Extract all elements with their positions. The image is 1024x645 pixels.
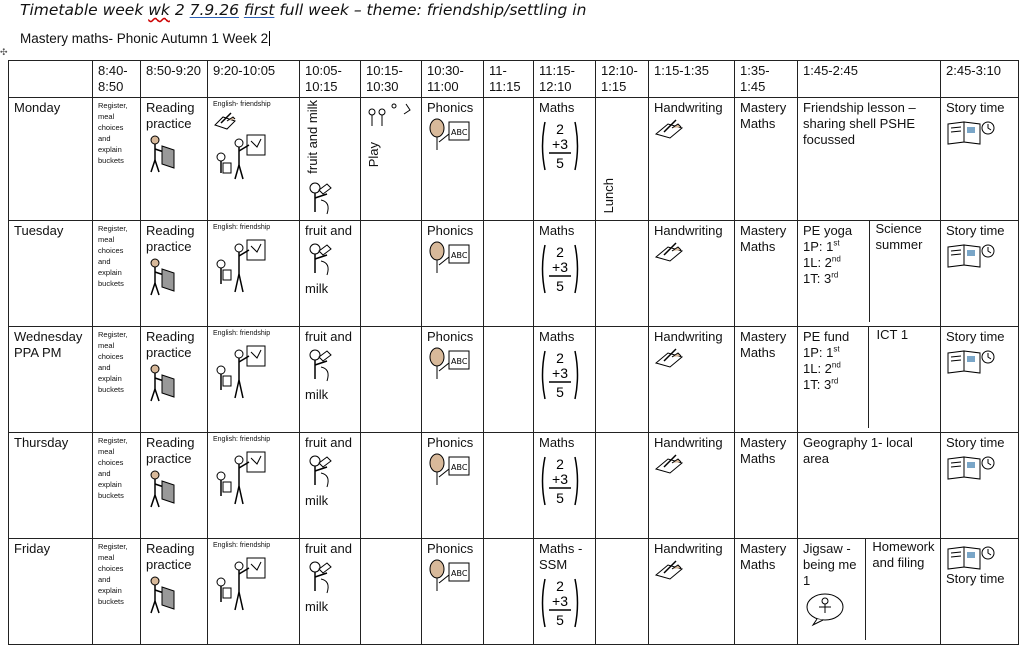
day-label: Wednesday PPA PM	[9, 326, 93, 432]
play-cell	[361, 538, 422, 644]
book-clock-icon	[946, 118, 996, 146]
mastery-cell: Mastery Maths	[735, 98, 798, 221]
table-row	[9, 538, 1019, 644]
drinking-icon	[305, 559, 339, 599]
handwriting-cell: Handwriting	[649, 98, 735, 221]
handwriting-cell: Handwriting	[649, 326, 735, 432]
register-cell: Register, meal choices and explain buckets	[93, 538, 141, 644]
maths-sum-icon	[539, 241, 581, 297]
maths-digit: +3	[552, 470, 568, 487]
maths-digit: +3	[552, 258, 568, 275]
phonics-abc-icon	[427, 347, 473, 381]
mastery-cell: Mastery Maths	[735, 220, 798, 326]
phonics-abc-icon	[427, 453, 473, 487]
snack-cell: fruit and milk	[300, 326, 361, 432]
play-cell: Play	[361, 98, 422, 221]
register-cell: Register, meal choices and explain buckets	[93, 326, 141, 432]
homework-label: Homework and filing	[872, 538, 935, 570]
table-row	[9, 432, 1019, 538]
science-label: Science summer	[875, 220, 923, 252]
handwriting-icon	[654, 347, 686, 369]
maths-cell: Maths 2 +3 5	[534, 220, 596, 326]
header-time: 8:50-9:20	[141, 61, 208, 98]
handwriting-cell: Handwriting	[649, 220, 735, 326]
maths-digit: 5	[556, 277, 564, 294]
phonics-cell: Phonics ABC	[422, 538, 484, 644]
mastery-cell: Mastery Maths	[735, 432, 798, 538]
lunch-cell	[596, 220, 649, 326]
header-row	[9, 61, 1019, 98]
register-cell: Register, meal choices and explain buckets	[93, 98, 141, 221]
day-label: Monday	[9, 98, 93, 221]
story-cell: Story time	[941, 98, 1019, 221]
header-day	[9, 61, 93, 98]
afternoon-cell	[798, 538, 941, 644]
story-cell: Story time	[941, 326, 1019, 432]
text-cursor	[269, 31, 270, 46]
handwriting-icon	[654, 453, 686, 475]
maths-cell: Maths 2 +3 5	[534, 326, 596, 432]
maths-digit: 2	[556, 243, 564, 260]
svg-text:ABC: ABC	[451, 128, 468, 137]
drinking-icon	[305, 180, 339, 218]
play-cell	[361, 220, 422, 326]
book-clock-icon	[946, 347, 996, 375]
table-row	[9, 220, 1019, 326]
afternoon-cell: Geography 1- local area	[798, 432, 941, 538]
maths-digit: 2	[556, 121, 564, 137]
snack-cell: fruit and milk	[300, 432, 361, 538]
afternoon-cell: PE yoga 1P: 1st 1L: 2nd 1T: 3rd Science summer	[798, 220, 941, 326]
register-cell: Register, meal choices and explain buckets	[93, 220, 141, 326]
maths-digit: 2	[556, 349, 564, 366]
header-time: 11:15-12:10	[534, 61, 596, 98]
teacher-board-icon	[213, 340, 273, 404]
break-cell	[484, 220, 534, 326]
phonics-cell: Phonics ABC	[422, 220, 484, 326]
mastery-cell: Mastery Maths	[735, 326, 798, 432]
reading-person-icon	[146, 469, 184, 509]
maths-digit: 5	[556, 155, 564, 171]
maths-cell: Maths 2 +3 5	[534, 98, 596, 221]
reading-person-icon	[146, 257, 184, 297]
maths-sum-icon	[539, 575, 581, 631]
maths-cell: Maths 2 +3 5	[534, 432, 596, 538]
header-time: 9:20-10:05	[208, 61, 300, 98]
reading-person-icon	[146, 134, 184, 174]
jigsaw-label: Jigsaw - being me 1	[803, 540, 857, 588]
phonics-abc-icon	[427, 559, 473, 593]
handwriting-icon	[213, 111, 237, 131]
header-time: 12:10-1:15	[596, 61, 649, 98]
anchor-icon[interactable]: ✣	[0, 47, 8, 57]
maths-digit: 2	[556, 455, 564, 472]
break-cell	[484, 432, 534, 538]
teacher-board-icon	[213, 234, 273, 298]
reading-cell: Reading practice	[141, 538, 208, 644]
drinking-icon	[305, 347, 339, 387]
table-row	[9, 326, 1019, 432]
drinking-icon	[305, 241, 339, 281]
maths-sum-icon	[539, 347, 581, 403]
story-cell: Story time	[941, 220, 1019, 326]
handwriting-cell: Handwriting	[649, 538, 735, 644]
header-time: 8:40-8:50	[93, 61, 141, 98]
maths-sum-icon	[539, 453, 581, 509]
maths-digit: +3	[552, 592, 568, 609]
reading-cell: Reading practice	[141, 326, 208, 432]
timetable	[8, 60, 1019, 645]
header-time: 1:35-1:45	[735, 61, 798, 98]
page-subtitle[interactable]: Mastery maths- Phonic Autumn 1 Week 2	[20, 31, 269, 46]
mastery-cell: Mastery Maths	[735, 538, 798, 644]
phonics-cell: Phonics ABC	[422, 98, 484, 221]
svg-text:ABC: ABC	[451, 356, 468, 366]
maths-digit: +3	[552, 136, 568, 152]
book-clock-icon	[946, 241, 996, 269]
handwriting-icon	[654, 559, 686, 581]
maths-digit: 5	[556, 611, 564, 628]
pe-label: PE fund	[803, 328, 850, 344]
snack-cell: fruit and milk	[300, 98, 361, 221]
afternoon-cell: Friendship lesson – sharing shell PSHE focussed	[798, 98, 941, 221]
handwriting-icon	[654, 241, 686, 263]
handwriting-cell: Handwriting	[649, 432, 735, 538]
afternoon-cell: PE fund 1P: 1st 1L: 2nd 1T: 3rd ICT 1	[798, 326, 941, 432]
phonics-abc-icon	[427, 118, 473, 152]
svg-text:ABC: ABC	[451, 568, 468, 578]
english-cell: English- friendship	[208, 98, 300, 221]
phonics-cell: Phonics ABC	[422, 432, 484, 538]
break-cell	[484, 98, 534, 221]
playing-children-icon	[366, 102, 414, 142]
teacher-board-icon	[213, 446, 273, 510]
reading-cell: Reading practice	[141, 98, 208, 221]
header-time: 11-11:15	[484, 61, 534, 98]
maths-cell: Maths - SSM 2 +3 5	[534, 538, 596, 644]
break-cell	[484, 538, 534, 644]
day-label: Tuesday	[9, 220, 93, 326]
day-label: Friday	[9, 538, 93, 644]
book-clock-icon	[946, 453, 996, 481]
maths-sum-icon	[539, 118, 581, 174]
lunch-cell: Lunch	[596, 98, 649, 221]
header-time: 10:30-11:00	[422, 61, 484, 98]
page-title: Timetable week wk 2 7.9.26 first full week – theme: friendship/settling in	[20, 1, 587, 19]
story-cell: Story time	[941, 538, 1019, 644]
phonics-cell: Phonics ABC	[422, 326, 484, 432]
story-cell: Story time	[941, 432, 1019, 538]
lunch-cell	[596, 538, 649, 644]
header-time: 1:15-1:35	[649, 61, 735, 98]
phonics-abc-icon	[427, 241, 473, 275]
maths-digit: 5	[556, 383, 564, 400]
snack-cell: fruit and milk	[300, 220, 361, 326]
header-time: 1:45-2:45	[798, 61, 941, 98]
handwriting-icon	[654, 118, 686, 140]
register-cell: Register, meal choices and explain buckets	[93, 432, 141, 538]
reading-person-icon	[146, 363, 184, 403]
ict-label: ICT 1	[876, 326, 909, 342]
reading-person-icon	[146, 575, 184, 615]
break-cell	[484, 326, 534, 432]
lunch-cell	[596, 432, 649, 538]
reading-cell: Reading practice	[141, 432, 208, 538]
teacher-board-icon	[213, 133, 273, 183]
maths-digit: +3	[552, 364, 568, 381]
english-cell: English: friendship	[208, 220, 300, 326]
maths-digit: 5	[556, 489, 564, 506]
reading-cell: Reading practice	[141, 220, 208, 326]
table-row	[9, 98, 1019, 221]
svg-text:ABC: ABC	[451, 462, 468, 472]
book-clock-icon	[946, 543, 996, 571]
day-label: Thursday	[9, 432, 93, 538]
maths-digit: 2	[556, 577, 564, 594]
play-cell	[361, 432, 422, 538]
snack-cell: fruit and milk	[300, 538, 361, 644]
jigsaw-face-icon	[803, 591, 847, 627]
pe-label: PE yoga	[803, 222, 853, 238]
teacher-board-icon	[213, 552, 273, 616]
english-cell: English: friendship	[208, 326, 300, 432]
header-time: 2:45-3:10	[941, 61, 1019, 98]
english-cell: English: friendship	[208, 538, 300, 644]
header-time: 10:15-10:30	[361, 61, 422, 98]
drinking-icon	[305, 453, 339, 493]
svg-text:ABC: ABC	[451, 250, 468, 260]
header-time: 10:05-10:15	[300, 61, 361, 98]
play-cell	[361, 326, 422, 432]
lunch-cell	[596, 326, 649, 432]
english-cell: English: friendship	[208, 432, 300, 538]
